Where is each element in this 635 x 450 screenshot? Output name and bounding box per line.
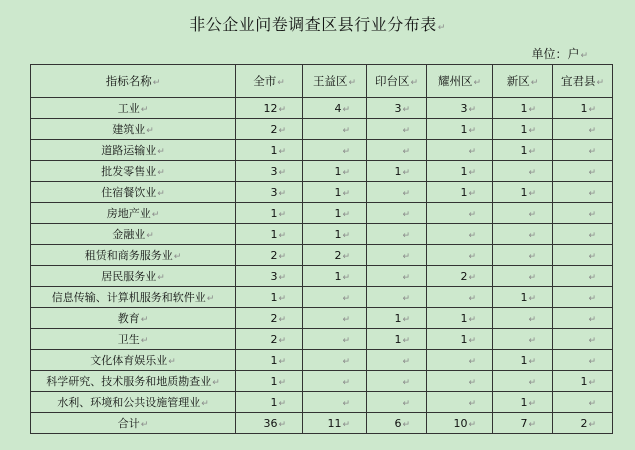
value-cell: 1↵ xyxy=(303,224,367,245)
value-cell: 1↵ xyxy=(553,98,613,119)
value-cell: ↵ xyxy=(553,245,613,266)
indicator-name-cell: 水利、环境和公共设施管理业↵ xyxy=(31,392,236,413)
value-cell: ↵ xyxy=(303,329,367,350)
indicator-name-cell: 卫生↵ xyxy=(31,329,236,350)
header-yijun: 宜君县↵ xyxy=(553,65,613,98)
value-cell: ↵ xyxy=(493,329,553,350)
value-cell: 1↵ xyxy=(303,182,367,203)
value-cell: 1↵ xyxy=(303,161,367,182)
value-cell: ↵ xyxy=(553,329,613,350)
value-cell: ↵ xyxy=(367,350,427,371)
value-cell: ↵ xyxy=(493,245,553,266)
value-cell: 3↵ xyxy=(427,98,493,119)
value-cell: ↵ xyxy=(303,140,367,161)
value-cell: 2↵ xyxy=(236,329,303,350)
indicator-name-cell: 工业↵ xyxy=(31,98,236,119)
value-cell: ↵ xyxy=(553,140,613,161)
value-cell: 1↵ xyxy=(367,161,427,182)
value-cell: ↵ xyxy=(427,245,493,266)
value-cell: ↵ xyxy=(367,203,427,224)
value-cell: ↵ xyxy=(367,140,427,161)
table-row xyxy=(31,287,613,308)
table-row xyxy=(31,371,613,392)
value-cell: ↵ xyxy=(427,350,493,371)
table-body xyxy=(31,98,613,434)
value-cell: 1↵ xyxy=(493,287,553,308)
value-cell: 36↵ xyxy=(236,413,303,434)
table-row xyxy=(31,119,613,140)
distribution-table xyxy=(30,64,613,434)
value-cell: 3↵ xyxy=(236,266,303,287)
header-city-total: 全市↵ xyxy=(236,65,303,98)
value-cell: ↵ xyxy=(553,119,613,140)
value-cell: ↵ xyxy=(427,140,493,161)
header-yaozhou: 耀州区↵ xyxy=(427,65,493,98)
indicator-name-cell: 文化体育娱乐业↵ xyxy=(31,350,236,371)
value-cell: ↵ xyxy=(303,392,367,413)
header-xinqu: 新区↵ xyxy=(493,65,553,98)
value-cell: ↵ xyxy=(367,371,427,392)
value-cell: ↵ xyxy=(553,392,613,413)
indicator-name-cell: 教育↵ xyxy=(31,308,236,329)
value-cell: ↵ xyxy=(493,266,553,287)
value-cell: 1↵ xyxy=(427,119,493,140)
value-cell: ↵ xyxy=(427,224,493,245)
value-cell: 1↵ xyxy=(427,308,493,329)
table-row xyxy=(31,266,613,287)
table-row xyxy=(31,224,613,245)
header-indicator: 指标名称↵ xyxy=(31,65,236,98)
value-cell: ↵ xyxy=(303,308,367,329)
value-cell: ↵ xyxy=(553,287,613,308)
value-cell: 1↵ xyxy=(236,371,303,392)
indicator-name-cell: 批发零售业↵ xyxy=(31,161,236,182)
table-row xyxy=(31,392,613,413)
value-cell: 2↵ xyxy=(553,413,613,434)
value-cell: 2↵ xyxy=(236,245,303,266)
value-cell: 7↵ xyxy=(493,413,553,434)
value-cell: ↵ xyxy=(493,371,553,392)
value-cell: 1↵ xyxy=(493,350,553,371)
value-cell: ↵ xyxy=(367,287,427,308)
value-cell: ↵ xyxy=(303,119,367,140)
value-cell: ↵ xyxy=(553,308,613,329)
value-cell: ↵ xyxy=(303,350,367,371)
indicator-name-cell: 建筑业↵ xyxy=(31,119,236,140)
value-cell: 3↵ xyxy=(367,98,427,119)
value-cell: 1↵ xyxy=(367,308,427,329)
value-cell: 1↵ xyxy=(303,203,367,224)
value-cell: 2↵ xyxy=(236,119,303,140)
value-cell: 6↵ xyxy=(367,413,427,434)
value-cell: ↵ xyxy=(553,203,613,224)
indicator-name-cell: 房地产业↵ xyxy=(31,203,236,224)
indicator-name-cell: 租赁和商务服务业↵ xyxy=(31,245,236,266)
value-cell: 1↵ xyxy=(236,140,303,161)
unit-label: 单位：户↵ xyxy=(531,47,588,61)
table-row xyxy=(31,350,613,371)
value-cell: 1↵ xyxy=(493,119,553,140)
value-cell: ↵ xyxy=(367,392,427,413)
header-yintai: 印台区↵ xyxy=(367,65,427,98)
value-cell: 1↵ xyxy=(427,182,493,203)
value-cell: ↵ xyxy=(367,266,427,287)
value-cell: ↵ xyxy=(493,161,553,182)
value-cell: 10↵ xyxy=(427,413,493,434)
value-cell: 1↵ xyxy=(493,98,553,119)
value-cell: ↵ xyxy=(553,266,613,287)
value-cell: ↵ xyxy=(427,203,493,224)
header-row xyxy=(31,65,613,98)
table-title: 非公企业问卷调查区县行业分布表↵ xyxy=(189,15,446,34)
value-cell: 2↵ xyxy=(303,245,367,266)
table-row xyxy=(31,98,613,119)
value-cell: ↵ xyxy=(493,203,553,224)
value-cell: ↵ xyxy=(367,224,427,245)
value-cell: 1↵ xyxy=(553,371,613,392)
value-cell: 1↵ xyxy=(493,182,553,203)
value-cell: 1↵ xyxy=(236,224,303,245)
table-row xyxy=(31,413,613,434)
value-cell: 1↵ xyxy=(367,329,427,350)
value-cell: ↵ xyxy=(367,182,427,203)
value-cell: 3↵ xyxy=(236,161,303,182)
value-cell: ↵ xyxy=(427,287,493,308)
value-cell: 12↵ xyxy=(236,98,303,119)
value-cell: 11↵ xyxy=(303,413,367,434)
indicator-name-cell: 道路运输业↵ xyxy=(31,140,236,161)
value-cell: ↵ xyxy=(303,371,367,392)
table-row xyxy=(31,203,613,224)
value-cell: 1↵ xyxy=(493,140,553,161)
table-row xyxy=(31,140,613,161)
indicator-name-cell: 科学研究、技术服务和地质勘查业↵ xyxy=(31,371,236,392)
value-cell: ↵ xyxy=(553,161,613,182)
table-row xyxy=(31,245,613,266)
value-cell: 1↵ xyxy=(427,161,493,182)
indicator-name-cell: 合计↵ xyxy=(31,413,236,434)
value-cell: ↵ xyxy=(553,224,613,245)
value-cell: ↵ xyxy=(427,371,493,392)
value-cell: ↵ xyxy=(303,287,367,308)
value-cell: ↵ xyxy=(493,224,553,245)
value-cell: 2↵ xyxy=(427,266,493,287)
value-cell: 1↵ xyxy=(493,392,553,413)
value-cell: 1↵ xyxy=(236,350,303,371)
value-cell: ↵ xyxy=(367,119,427,140)
indicator-name-cell: 居民服务业↵ xyxy=(31,266,236,287)
value-cell: 2↵ xyxy=(236,308,303,329)
value-cell: 1↵ xyxy=(236,287,303,308)
table-row xyxy=(31,182,613,203)
indicator-name-cell: 信息传输、计算机服务和软件业↵ xyxy=(31,287,236,308)
table-row xyxy=(31,329,613,350)
indicator-name-cell: 金融业↵ xyxy=(31,224,236,245)
value-cell: 4↵ xyxy=(303,98,367,119)
table-row xyxy=(31,161,613,182)
value-cell: 1↵ xyxy=(303,266,367,287)
value-cell: 3↵ xyxy=(236,182,303,203)
value-cell: 1↵ xyxy=(236,392,303,413)
value-cell: 1↵ xyxy=(427,329,493,350)
value-cell: ↵ xyxy=(553,350,613,371)
table-row xyxy=(31,308,613,329)
value-cell: ↵ xyxy=(553,182,613,203)
indicator-name-cell: 住宿餐饮业↵ xyxy=(31,182,236,203)
header-wangyi: 王益区↵ xyxy=(303,65,367,98)
value-cell: ↵ xyxy=(427,392,493,413)
value-cell: ↵ xyxy=(493,308,553,329)
value-cell: ↵ xyxy=(367,245,427,266)
value-cell: 1↵ xyxy=(236,203,303,224)
